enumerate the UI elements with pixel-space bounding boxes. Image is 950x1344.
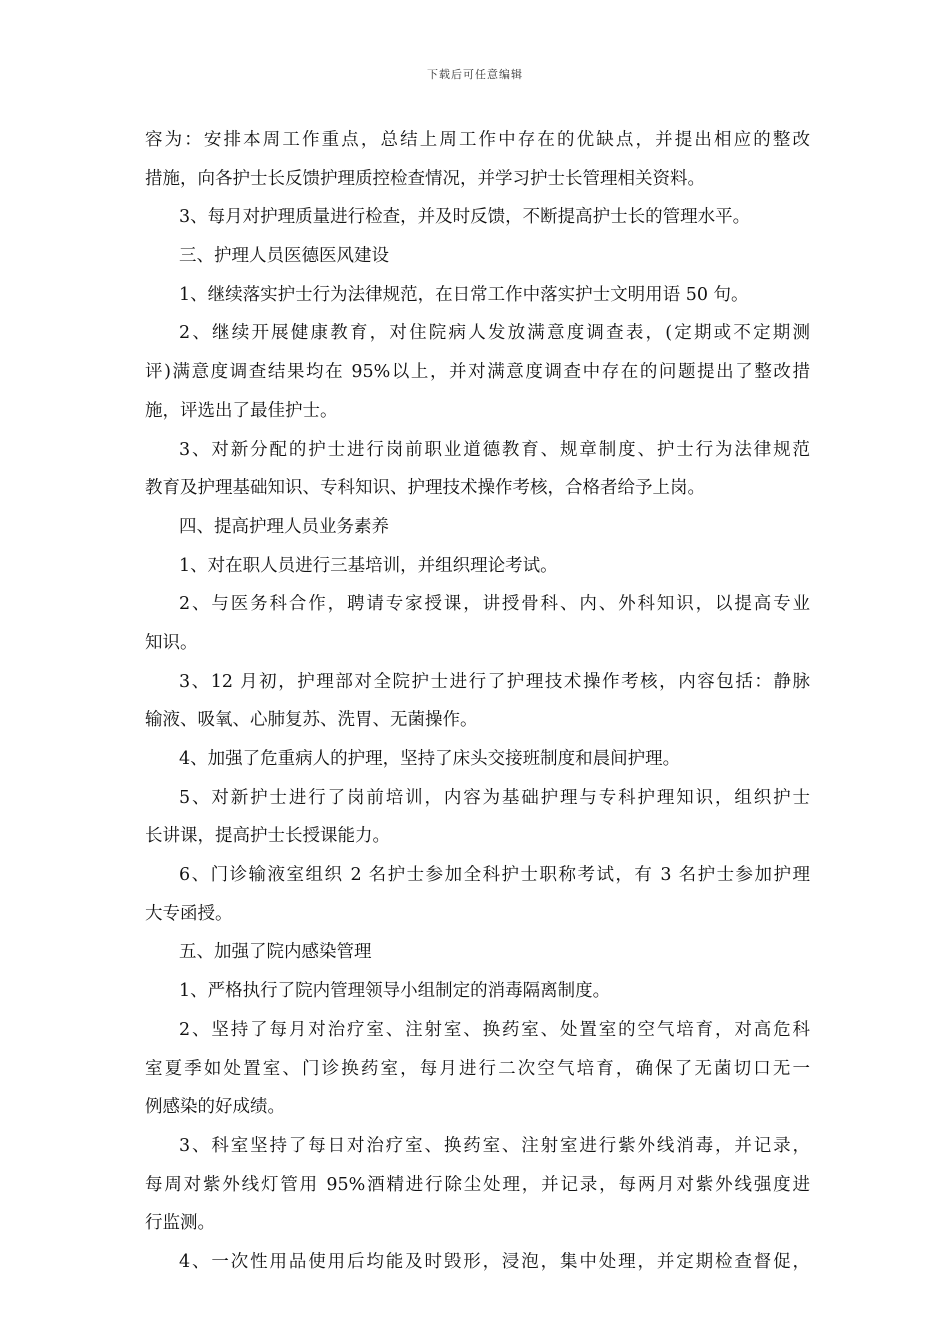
text-line: 1、对在职人员进行三基培训，并组织理论考试。 [179,555,558,576]
text-line: 1、继续落实护士行为法律规范，在日常工作中落实护士文明用语 50 句。 [179,284,749,305]
text-line: 四、提高护理人员业务素养 [179,516,389,537]
text-line: 每周对紫外线灯管用 95%酒精进行除尘处理，并记录，每两月对紫外线强度进 [145,1174,810,1195]
text-line: 室夏季如处置室、门诊换药室，每月进行二次空气培育，确保了无菌切口无一 [145,1058,810,1079]
text-line: 3、每月对护理质量进行检查，并及时反馈，不断提高护士长的管理水平。 [179,207,751,228]
page-header: 下载后可任意编辑 [427,68,523,81]
text-line: 容为：安排本周工作重点，总结上周工作中存在的优缺点，并提出相应的整改 [145,130,810,150]
text-line: 2、坚持了每月对治疗室、注射室、换药室、处置室的空气培育，对高危科 [179,1019,810,1040]
text-line: 3、科室坚持了每日对治疗室、换药室、注射室进行紫外线消毒，并记录， [179,1135,810,1156]
text-line: 长讲课，提高护士长授课能力。 [145,826,390,847]
text-line: 2、继续开展健康教育，对住院病人发放满意度调查表，(定期或不定期测 [179,323,810,344]
text-line: 施，评选出了最佳护士。 [145,400,338,421]
text-line: 三、护理人员医德医风建设 [179,246,389,267]
text-line: 4、加强了危重病人的护理，坚持了床头交接班制度和晨间护理。 [179,749,681,769]
text-line: 3、12 月初，护理部对全院护士进行了护理技术操作考核，内容包括：静脉 [179,671,810,692]
text-line: 教育及护理基础知识、专科知识、护理技术操作考核，合格者给予上岗。 [145,478,705,499]
document-body [145,121,810,1282]
text-line: 3、对新分配的护士进行岗前职业道德教育、规章制度、护士行为法律规范 [179,439,810,460]
text-line: 措施，向各护士长反馈护理质控检查情况，并学习护士长管理相关资料。 [145,168,705,189]
text-line: 2、与医务科合作，聘请专家授课，讲授骨科、内、外科知识，以提高专业 [179,594,810,615]
text-line: 例感染的好成绩。 [145,1097,285,1118]
text-line: 知识。 [145,632,198,653]
text-line: 输液、吸氧、心肺复苏、洗胃、无菌操作。 [145,710,478,731]
text-line: 评)满意度调查结果均在 95%以上，并对满意度调查中存在的问题提出了整改措 [145,362,810,383]
text-line: 1、严格执行了院内管理领导小组制定的消毒隔离制度。 [179,981,611,1002]
text-line: 6、门诊输液室组织 2 名护士参加全科护士职称考试，有 3 名护士参加护理 [179,865,810,886]
text-line: 5、对新护士进行了岗前培训，内容为基础护理与专科护理知识，组织护士 [179,787,810,808]
text-line: 4、一次性用品使用后均能及时毁形，浸泡，集中处理，并定期检查督促， [179,1251,810,1272]
text-line: 行监测。 [145,1213,215,1234]
text-line: 大专函授。 [145,903,233,924]
text-line: 五、加强了院内感染管理 [179,942,372,963]
